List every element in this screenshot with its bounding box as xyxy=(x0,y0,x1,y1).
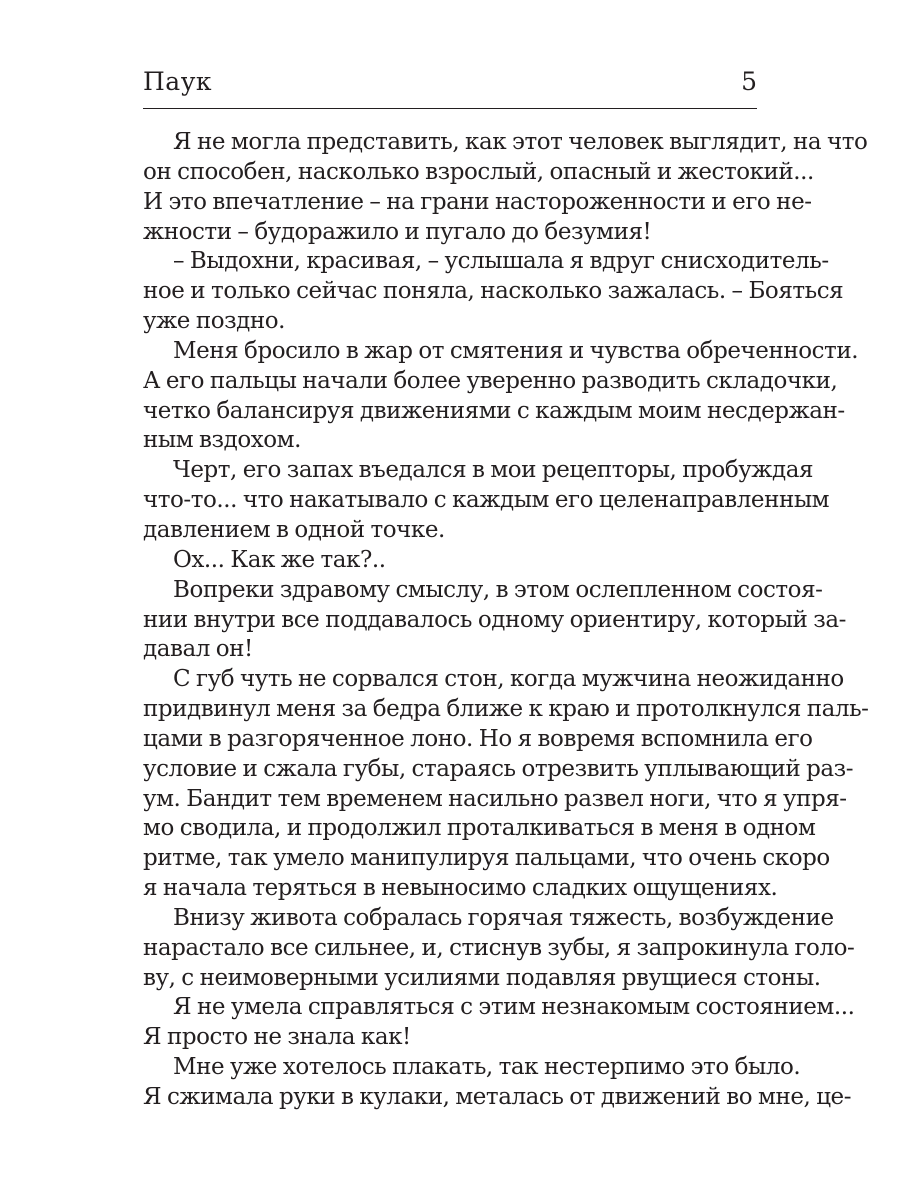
text-line: ное и только сейчас поняла, насколько зажалась. – Бояться xyxy=(143,278,844,305)
text-line: нарастало все сильнее, и, стиснув зубы, я запрокинула голо- xyxy=(143,934,855,961)
text-line: нии внутри все поддавалось одному ориентиру, который за- xyxy=(143,606,846,633)
text-line: ным вздохом. xyxy=(143,427,301,454)
text-line: четко балансируя движениями с каждым моим несдержан- xyxy=(143,397,845,424)
running-title: Паук xyxy=(143,67,213,96)
text-line: условие и сжала губы, стараясь отрезвить уплывающий раз- xyxy=(143,755,854,782)
text-line: Черт, его запах въедался в мои рецепторы, пробуждая xyxy=(173,457,814,484)
text-line: мо сводила, и продолжил проталкиваться в меня в одном xyxy=(143,815,816,842)
text-line: жности – будоражило и пугало до безумия! xyxy=(143,218,652,245)
text-line: – Выдохни, красивая, – услышала я вдруг снисходитель- xyxy=(173,248,829,275)
page-number: 5 xyxy=(741,67,757,96)
text-line: Я не умела справляться с этим незнакомым состоянием... xyxy=(173,994,855,1021)
text-line: А его пальцы начали более уверенно разводить складочки, xyxy=(143,367,838,394)
text-line: я начала теряться в невыносимо сладких ощущениях. xyxy=(143,875,778,902)
text-line: Меня бросило в жар от смятения и чувства обреченности. xyxy=(173,337,859,364)
text-line: он способен, насколько взрослый, опасный и жестокий... xyxy=(143,158,814,185)
text-line: ву, с неимоверными усилиями подавляя рвущиеся стоны. xyxy=(143,964,821,991)
text-line: Внизу живота собралась горячая тяжесть, возбуждение xyxy=(173,904,834,931)
text-line: Я не могла представить, как этот человек выглядит, на что xyxy=(173,129,868,155)
text-line: Я сжимала руки в кулаки, металась от движений во мне, це- xyxy=(143,1084,852,1110)
text-line: ум. Бандит тем временем насильно развел ноги, что я упря- xyxy=(143,785,847,812)
text-line: что-то... что накатывало с каждым его целенаправленным xyxy=(143,487,830,514)
text-line: ритме, так умело манипулируя пальцами, что очень скоро xyxy=(143,845,830,872)
text-line: уже поздно. xyxy=(143,308,286,335)
text-line: давал он! xyxy=(143,636,253,663)
text-line: цами в разгоряченное лоно. Но я вовремя вспомнила его xyxy=(143,725,813,752)
text-line: С губ чуть не сорвался стон, когда мужчина неожиданно xyxy=(173,666,844,693)
text-line: придвинул меня за бедра ближе к краю и протолкнулся паль- xyxy=(143,696,869,723)
text-line: давлением в одной точке. xyxy=(143,516,445,543)
running-header xyxy=(143,66,757,109)
text-line: Ох... Как же так?.. xyxy=(173,546,386,573)
text-line: Я просто не знала как! xyxy=(143,1024,411,1051)
body-text xyxy=(143,128,869,1113)
text-line: Мне уже хотелось плакать, так нестерпимо это было. xyxy=(173,1054,801,1081)
text-line: И это впечатление – на грани настороженности и его не- xyxy=(143,188,812,215)
text-line: Вопреки здравому смыслу, в этом ослепленном состоя- xyxy=(173,576,823,603)
